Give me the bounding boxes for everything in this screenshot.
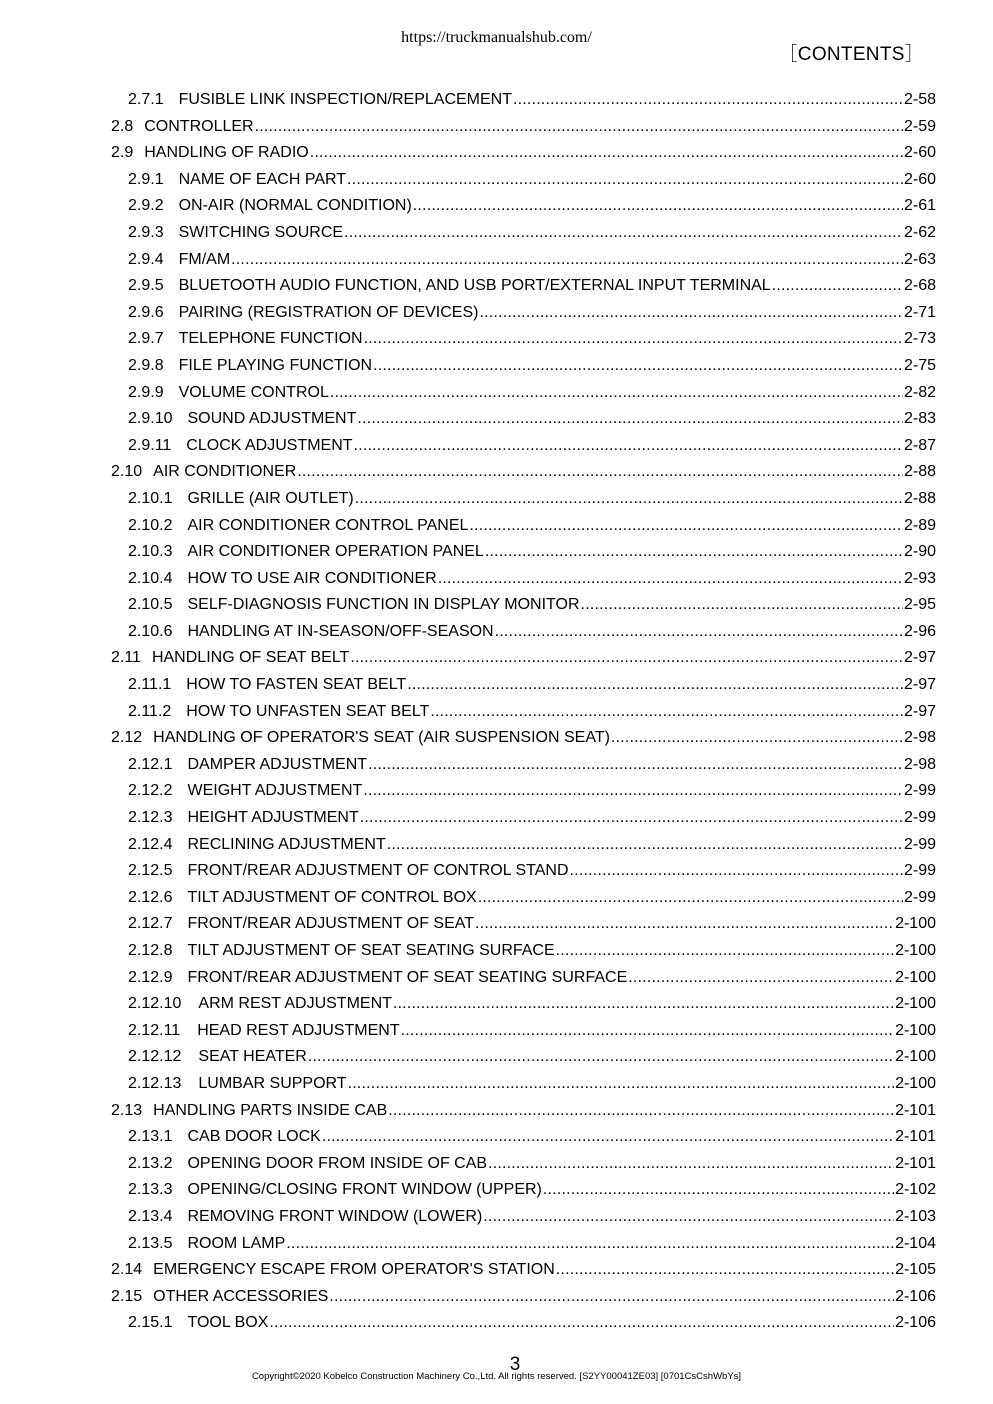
toc-section-number: 2.12.8 xyxy=(128,942,173,959)
toc-page-number: 2-105 xyxy=(895,1261,936,1279)
toc-entry[interactable] xyxy=(111,140,936,167)
toc-page-number: 2-101 xyxy=(895,1101,936,1119)
toc-section-title: TILT ADJUSTMENT OF SEAT SEATING SURFACE xyxy=(187,942,555,959)
toc-page-number: 2-99 xyxy=(903,888,936,906)
copyright-notice: Copyright©2020 Kobelco Construction Machinery Co.,Ltd. All rights reserved. [S2YY00041ZE03] [0701CsCshWbYs] xyxy=(251,1371,742,1382)
toc-dot-leader xyxy=(479,300,903,327)
toc-section-number: 2.10.5 xyxy=(128,596,173,614)
toc-dot-leader xyxy=(354,433,903,460)
toc-page-number: 2-83 xyxy=(903,410,936,428)
toc-section-title: HANDLING OF OPERATOR'S SEAT (AIR SUSPENSION SEAT) xyxy=(153,729,610,747)
toc-section-number: 2.11.1 xyxy=(128,676,172,694)
toc-section-number: 2.13.2 xyxy=(128,1154,173,1172)
toc-section-title: REMOVING FRONT WINDOW (LOWER) xyxy=(187,1207,483,1225)
toc-entry[interactable] xyxy=(111,778,936,805)
toc-page-number: 2-98 xyxy=(903,729,936,747)
toc-section-title: AIR CONDITIONER CONTROL PANEL xyxy=(187,516,469,534)
toc-section-title: TELEPHONE FUNCTION xyxy=(178,330,363,348)
toc-entry[interactable] xyxy=(111,114,936,141)
toc-entry[interactable] xyxy=(111,1177,936,1204)
toc-page-number: 2-61 xyxy=(903,197,936,215)
toc-section-title: OPENING/CLOSING FRONT WINDOW (UPPER) xyxy=(187,1181,542,1199)
toc-section-title: ARM REST ADJUSTMENT xyxy=(198,995,392,1013)
toc-section-number: 2.9.1 xyxy=(128,170,164,188)
toc-page-number: 2-101 xyxy=(895,1128,936,1146)
toc-dot-leader xyxy=(513,87,903,114)
toc-page-number: 2-99 xyxy=(903,782,936,800)
toc-page-number: 2-100 xyxy=(895,968,936,986)
toc-page-number: 2-93 xyxy=(903,569,936,587)
toc-dot-leader xyxy=(329,1284,894,1311)
toc-dot-leader xyxy=(388,1098,894,1125)
toc-page-number: 2-99 xyxy=(903,835,936,853)
toc-entry[interactable] xyxy=(111,380,936,407)
toc-page-number: 2-106 xyxy=(895,1287,936,1305)
toc-section-number: 2.13.1 xyxy=(128,1128,173,1146)
toc-entry[interactable] xyxy=(111,566,936,593)
toc-page-number: 2-60 xyxy=(903,170,936,188)
toc-dot-leader xyxy=(357,406,903,433)
toc-dot-leader xyxy=(570,858,903,885)
toc-section-number: 2.12 xyxy=(111,729,143,747)
toc-section-number: 2.9.11 xyxy=(128,436,172,454)
toc-section-number: 2.9.4 xyxy=(128,250,164,268)
toc-dot-leader xyxy=(488,1151,894,1178)
toc-page-number: 2-106 xyxy=(895,1314,936,1332)
toc-page-number: 2-71 xyxy=(903,303,936,321)
toc-section-title: WEIGHT ADJUSTMENT xyxy=(187,782,363,800)
toc-section-number: 2.12.2 xyxy=(128,782,173,800)
toc-dot-leader xyxy=(772,273,903,300)
toc-dot-leader xyxy=(310,140,903,167)
toc-section-number: 2.7.1 xyxy=(128,91,164,108)
toc-section-number: 2.8 xyxy=(111,117,134,135)
toc-section-number: 2.12.4 xyxy=(128,835,173,853)
toc-entry[interactable] xyxy=(111,353,936,380)
toc-dot-leader xyxy=(368,752,903,779)
toc-section-number: 2.12.3 xyxy=(128,809,173,827)
toc-section-number: 2.13.3 xyxy=(128,1181,173,1199)
toc-section-number: 2.12.11 xyxy=(128,1021,181,1039)
toc-page-number: 2-99 xyxy=(903,862,936,880)
toc-entry[interactable] xyxy=(111,406,936,433)
toc-page-number: 2-100 xyxy=(895,1048,936,1066)
toc-section-title: TOOL BOX xyxy=(187,1314,269,1332)
toc-dot-leader xyxy=(438,566,903,593)
toc-dot-leader xyxy=(308,1044,894,1071)
toc-section-number: 2.12.1 xyxy=(128,755,173,773)
toc-section-title: CONTROLLER xyxy=(144,117,254,135)
toc-page-number: 2-88 xyxy=(903,463,936,481)
toc-page-number: 2-103 xyxy=(895,1207,936,1225)
toc-section-title: HOW TO UNFASTEN SEAT BELT xyxy=(186,702,430,720)
toc-entry[interactable] xyxy=(111,805,936,832)
toc-dot-leader xyxy=(556,938,894,965)
toc-section-title: GRILLE (AIR OUTLET) xyxy=(187,489,354,507)
toc-entry[interactable] xyxy=(111,911,936,938)
toc-section-number: 2.9.6 xyxy=(128,303,164,321)
toc-section-title: VOLUME CONTROL xyxy=(178,383,329,401)
toc-section-number: 2.9.2 xyxy=(128,197,164,215)
toc-section-number: 2.9.9 xyxy=(128,383,164,401)
toc-entry[interactable] xyxy=(111,1257,936,1284)
toc-section-number: 2.10.1 xyxy=(128,489,173,507)
toc-section-title: HANDLING PARTS INSIDE CAB xyxy=(153,1101,388,1119)
toc-section-title: NAME OF EACH PART xyxy=(178,170,347,188)
toc-page-number: 2-90 xyxy=(903,543,936,561)
toc-section-number: 2.13.5 xyxy=(128,1234,173,1252)
toc-entry[interactable] xyxy=(111,858,936,885)
toc-entry[interactable] xyxy=(111,699,936,726)
toc-page-number: 2-100 xyxy=(895,915,936,933)
toc-section-title: FRONT/REAR ADJUSTMENT OF CONTROL STAND xyxy=(187,862,569,880)
toc-dot-leader xyxy=(543,1177,894,1204)
toc-dot-leader xyxy=(350,645,903,672)
toc-section-number: 2.13.4 xyxy=(128,1207,173,1225)
toc-section-number: 2.12.12 xyxy=(128,1048,182,1066)
toc-page-number: 2-97 xyxy=(903,676,936,694)
table-of-contents xyxy=(111,87,936,1337)
toc-page-number: 2-87 xyxy=(903,436,936,454)
toc-entry[interactable] xyxy=(111,1231,936,1258)
toc-entry[interactable] xyxy=(111,167,936,194)
toc-dot-leader xyxy=(373,353,903,380)
toc-section-title: LUMBAR SUPPORT xyxy=(198,1074,347,1092)
toc-section-number: 2.9.7 xyxy=(128,330,164,348)
toc-dot-leader xyxy=(556,1257,894,1284)
toc-dot-leader xyxy=(483,1204,894,1231)
toc-section-title: HANDLING AT IN-SEASON/OFF-SEASON xyxy=(187,622,494,640)
toc-section-number: 2.11 xyxy=(111,649,141,667)
toc-page-number: 2-75 xyxy=(903,356,936,374)
toc-entry[interactable] xyxy=(111,965,936,992)
toc-page-number: 2-82 xyxy=(903,383,936,401)
toc-section-title: CAB DOOR LOCK xyxy=(187,1128,321,1146)
toc-section-title: ROOM LAMP xyxy=(187,1234,286,1252)
toc-entry[interactable] xyxy=(111,513,936,540)
toc-dot-leader xyxy=(611,725,903,752)
toc-entry[interactable] xyxy=(111,672,936,699)
toc-section-number: 2.9 xyxy=(111,144,134,162)
toc-section-title: BLUETOOTH AUDIO FUNCTION, AND USB PORT/EXTERNAL INPUT TERMINAL xyxy=(178,277,771,295)
toc-section-title: FM/AM xyxy=(178,250,231,268)
toc-dot-leader xyxy=(581,592,903,619)
toc-page-number: 2-68 xyxy=(903,277,936,295)
toc-page-number: 2-97 xyxy=(903,702,936,720)
toc-section-number: 2.10.6 xyxy=(128,622,173,640)
toc-dot-leader xyxy=(364,326,903,353)
toc-entry[interactable] xyxy=(111,300,936,327)
toc-section-title: FUSIBLE LINK INSPECTION/REPLACEMENT xyxy=(178,91,512,108)
toc-section-title: TILT ADJUSTMENT OF CONTROL BOX xyxy=(187,888,477,906)
toc-section-title: AIR CONDITIONER OPERATION PANEL xyxy=(187,543,484,561)
toc-dot-leader xyxy=(231,247,903,274)
toc-dot-leader xyxy=(363,778,903,805)
toc-dot-leader xyxy=(430,699,903,726)
toc-dot-leader xyxy=(269,1310,894,1337)
toc-dot-leader xyxy=(478,885,903,912)
toc-entry[interactable] xyxy=(111,885,936,912)
toc-dot-leader xyxy=(255,114,903,141)
toc-entry[interactable] xyxy=(111,1204,936,1231)
header-url: https://truckmanualshub.com/ xyxy=(401,29,592,46)
toc-section-title: SWITCHING SOURCE xyxy=(178,223,344,241)
toc-entry[interactable] xyxy=(111,1044,936,1071)
toc-entry[interactable] xyxy=(111,938,936,965)
toc-section-title: FRONT/REAR ADJUSTMENT OF SEAT SEATING SURFACE xyxy=(187,968,628,986)
toc-dot-leader xyxy=(348,1071,895,1098)
toc-dot-leader xyxy=(495,619,903,646)
toc-section-number: 2.10 xyxy=(111,463,143,481)
toc-dot-leader xyxy=(387,832,903,859)
toc-dot-leader xyxy=(344,220,903,247)
toc-entry[interactable] xyxy=(111,991,936,1018)
toc-page-number: 2-62 xyxy=(903,223,936,241)
toc-dot-leader xyxy=(401,1018,894,1045)
toc-section-title: CLOCK ADJUSTMENT xyxy=(186,436,353,454)
toc-section-number: 2.12.7 xyxy=(128,915,173,933)
toc-section-title: HEIGHT ADJUSTMENT xyxy=(187,809,359,827)
toc-section-title: HEAD REST ADJUSTMENT xyxy=(197,1021,400,1039)
toc-dot-leader xyxy=(330,380,903,407)
toc-dot-leader xyxy=(355,486,903,513)
toc-page-number: 2-88 xyxy=(903,489,936,507)
toc-section-title: EMERGENCY ESCAPE FROM OPERATOR'S STATION xyxy=(153,1261,555,1279)
toc-dot-leader xyxy=(469,513,903,540)
toc-page-number: 2-89 xyxy=(903,516,936,534)
toc-section-number: 2.15.1 xyxy=(128,1314,173,1332)
toc-section-number: 2.15 xyxy=(111,1287,143,1305)
toc-section-title: SOUND ADJUSTMENT xyxy=(187,410,357,428)
toc-section-number: 2.13 xyxy=(111,1101,143,1119)
toc-page-number: 2-102 xyxy=(895,1181,936,1199)
toc-section-number: 2.12.6 xyxy=(128,888,173,906)
toc-entry[interactable] xyxy=(111,326,936,353)
toc-dot-leader xyxy=(413,193,903,220)
toc-entry[interactable] xyxy=(111,459,936,486)
toc-section-title: FRONT/REAR ADJUSTMENT OF SEAT xyxy=(187,915,475,933)
toc-page-number: 2-98 xyxy=(903,755,936,773)
toc-section-title: HOW TO FASTEN SEAT BELT xyxy=(186,676,407,694)
toc-page-number: 2-100 xyxy=(895,942,936,959)
page-number: 3 xyxy=(509,1354,521,1375)
toc-dot-leader xyxy=(393,991,894,1018)
toc-section-number: 2.14 xyxy=(111,1261,143,1279)
toc-page-number: 2-100 xyxy=(895,1074,936,1092)
toc-section-number: 2.10.3 xyxy=(128,543,173,561)
toc-entry[interactable] xyxy=(111,1124,936,1151)
toc-entry[interactable] xyxy=(111,725,936,752)
toc-section-number: 2.9.8 xyxy=(128,356,164,374)
toc-page-number: 2-63 xyxy=(903,250,936,268)
toc-entry[interactable] xyxy=(111,433,936,460)
toc-section-number: 2.9.3 xyxy=(128,223,164,241)
toc-section-title: SELF-DIAGNOSIS FUNCTION IN DISPLAY MONITOR xyxy=(187,596,580,614)
toc-dot-leader xyxy=(297,459,903,486)
toc-entry[interactable] xyxy=(111,220,936,247)
toc-page-number: 2-96 xyxy=(903,622,936,640)
toc-entry[interactable] xyxy=(111,87,936,114)
toc-page-number: 2-99 xyxy=(903,809,936,827)
toc-dot-leader xyxy=(322,1124,894,1151)
toc-entry[interactable] xyxy=(111,193,936,220)
toc-page-number: 2-60 xyxy=(903,144,936,162)
toc-dot-leader xyxy=(475,911,894,938)
toc-entry[interactable] xyxy=(111,1018,936,1045)
toc-entry[interactable] xyxy=(111,539,936,566)
toc-dot-leader xyxy=(485,539,903,566)
toc-section-title: AIR CONDITIONER xyxy=(153,463,297,481)
toc-section-title: PAIRING (REGISTRATION OF DEVICES) xyxy=(178,303,479,321)
toc-entry[interactable] xyxy=(111,592,936,619)
toc-page-number: 2-100 xyxy=(895,995,936,1013)
toc-section-number: 2.12.10 xyxy=(128,995,182,1013)
toc-entry[interactable] xyxy=(111,832,936,859)
toc-page-number: 2-59 xyxy=(903,117,936,135)
toc-section-title: HANDLING OF RADIO xyxy=(144,144,309,162)
toc-section-number: 2.12.9 xyxy=(128,968,173,986)
toc-entry[interactable] xyxy=(111,1071,936,1098)
toc-entry[interactable] xyxy=(111,1151,936,1178)
toc-section-title: HOW TO USE AIR CONDITIONER xyxy=(187,569,437,587)
toc-page-number: 2-97 xyxy=(903,649,936,667)
toc-entry[interactable] xyxy=(111,486,936,513)
toc-section-title: OTHER ACCESSORIES xyxy=(153,1287,329,1305)
toc-section-title: FILE PLAYING FUNCTION xyxy=(178,356,373,374)
toc-entry[interactable] xyxy=(111,645,936,672)
toc-page-number: 2-73 xyxy=(903,330,936,348)
toc-entry[interactable] xyxy=(111,1284,936,1311)
toc-section-title: DAMPER ADJUSTMENT xyxy=(187,755,368,773)
toc-entry[interactable] xyxy=(111,752,936,779)
toc-section-number: 2.10.2 xyxy=(128,516,173,534)
toc-entry[interactable] xyxy=(111,619,936,646)
toc-dot-leader xyxy=(360,805,903,832)
toc-section-number: 2.11.2 xyxy=(128,702,172,720)
toc-entry[interactable] xyxy=(111,1310,936,1337)
toc-section-number: 2.9.10 xyxy=(128,410,173,428)
toc-section-title: SEAT HEATER xyxy=(198,1048,307,1066)
toc-dot-leader xyxy=(347,167,903,194)
toc-dot-leader xyxy=(286,1231,894,1258)
toc-entry[interactable] xyxy=(111,1098,936,1125)
toc-page-number: 2-101 xyxy=(895,1154,936,1172)
toc-page-number: 2-104 xyxy=(895,1234,936,1252)
toc-section-number: 2.9.5 xyxy=(128,277,164,295)
toc-entry[interactable] xyxy=(111,247,936,274)
toc-section-title: RECLINING ADJUSTMENT xyxy=(187,835,386,853)
toc-page-number: 2-58 xyxy=(903,91,936,108)
section-title: ［CONTENTS］ xyxy=(778,44,924,65)
toc-section-number: 2.10.4 xyxy=(128,569,173,587)
toc-section-title: ON-AIR (NORMAL CONDITION) xyxy=(178,197,412,215)
toc-page-number: 2-100 xyxy=(895,1021,936,1039)
toc-section-title: HANDLING OF SEAT BELT xyxy=(151,649,350,667)
toc-section-number: 2.12.13 xyxy=(128,1074,182,1092)
toc-section-number: 2.12.5 xyxy=(128,862,173,880)
toc-dot-leader xyxy=(407,672,903,699)
toc-page-number: 2-95 xyxy=(903,596,936,614)
toc-entry[interactable] xyxy=(111,273,936,300)
toc-section-title: OPENING DOOR FROM INSIDE OF CAB xyxy=(187,1154,488,1172)
toc-dot-leader xyxy=(628,965,894,992)
